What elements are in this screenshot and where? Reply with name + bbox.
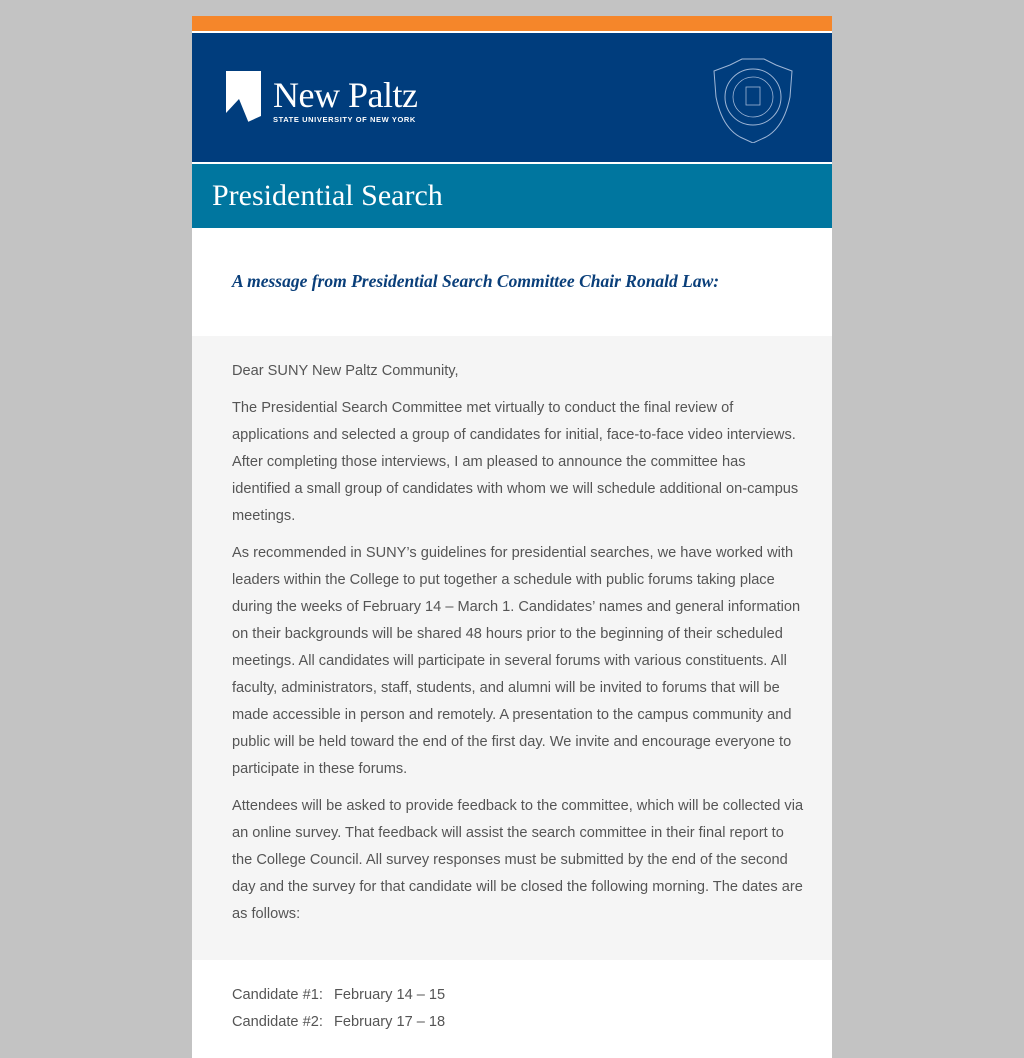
paragraph: As recommended in SUNY’s guidelines for presidential searches, we have worked with leaders within the College to put together a schedule with public forums taking place during the weeks of February 14 – March 1. Candidates’ names and general information on their backgrounds will be shared 48 hours prior to the beginning of their scheduled meetings. All candidates will participate in several forums with various constituents. All faculty, administrators, staff, students, and alumni will be invited to forums that will be made accessible in person and remotely. A presentation to the campus community and public will be held toward the end of the first day. We invite and encourage everyone to participate in these forums. bbox=[232, 545, 801, 777]
logo-mark-icon bbox=[226, 71, 261, 126]
logo-subtitle: STATE UNIVERSITY OF NEW YORK bbox=[273, 115, 416, 124]
new-paltz-logo[interactable] bbox=[226, 71, 417, 126]
intro-section bbox=[192, 228, 832, 336]
candidate-label: Candidate #2: bbox=[232, 1014, 323, 1030]
candidate-label: Candidate #1: bbox=[232, 987, 323, 1003]
intro-heading: A message from Presidential Search Committee Chair Ronald Law: bbox=[232, 271, 720, 291]
date-range: February 17 – 18 bbox=[334, 1014, 446, 1030]
email-container bbox=[192, 16, 832, 1058]
orange-stripe bbox=[192, 16, 832, 33]
date-range: February 14 – 15 bbox=[334, 987, 446, 1003]
date-row bbox=[232, 1009, 792, 1036]
paragraph: Attendees will be asked to provide feedback to the committee, which will be collected via an online survey. That feedback will assist the search committee in their final report to the College Council. All survey responses must be submitted by the end of the second day and the survey for that candidate will be closed the following morning. The dates are as follows: bbox=[232, 798, 804, 922]
greeting: Dear SUNY New Paltz Community, bbox=[232, 363, 459, 379]
paragraph: The Presidential Search Committee met virtually to conduct the final review of applications and selected a group of candidates for initial, face-to-face video interviews. After completing those interviews, I am pleased to announce the committee has identified a small group of candidates with whom we will schedule additional on-campus meetings. bbox=[232, 400, 799, 524]
title-banner bbox=[192, 164, 832, 228]
page-title: Presidential Search bbox=[212, 179, 443, 212]
candidate-dates bbox=[192, 960, 832, 1058]
logo-name: New Paltz bbox=[273, 75, 418, 115]
date-row bbox=[232, 982, 792, 1009]
header-banner bbox=[192, 33, 832, 164]
university-seal-icon bbox=[710, 57, 796, 143]
message-body bbox=[192, 336, 832, 960]
